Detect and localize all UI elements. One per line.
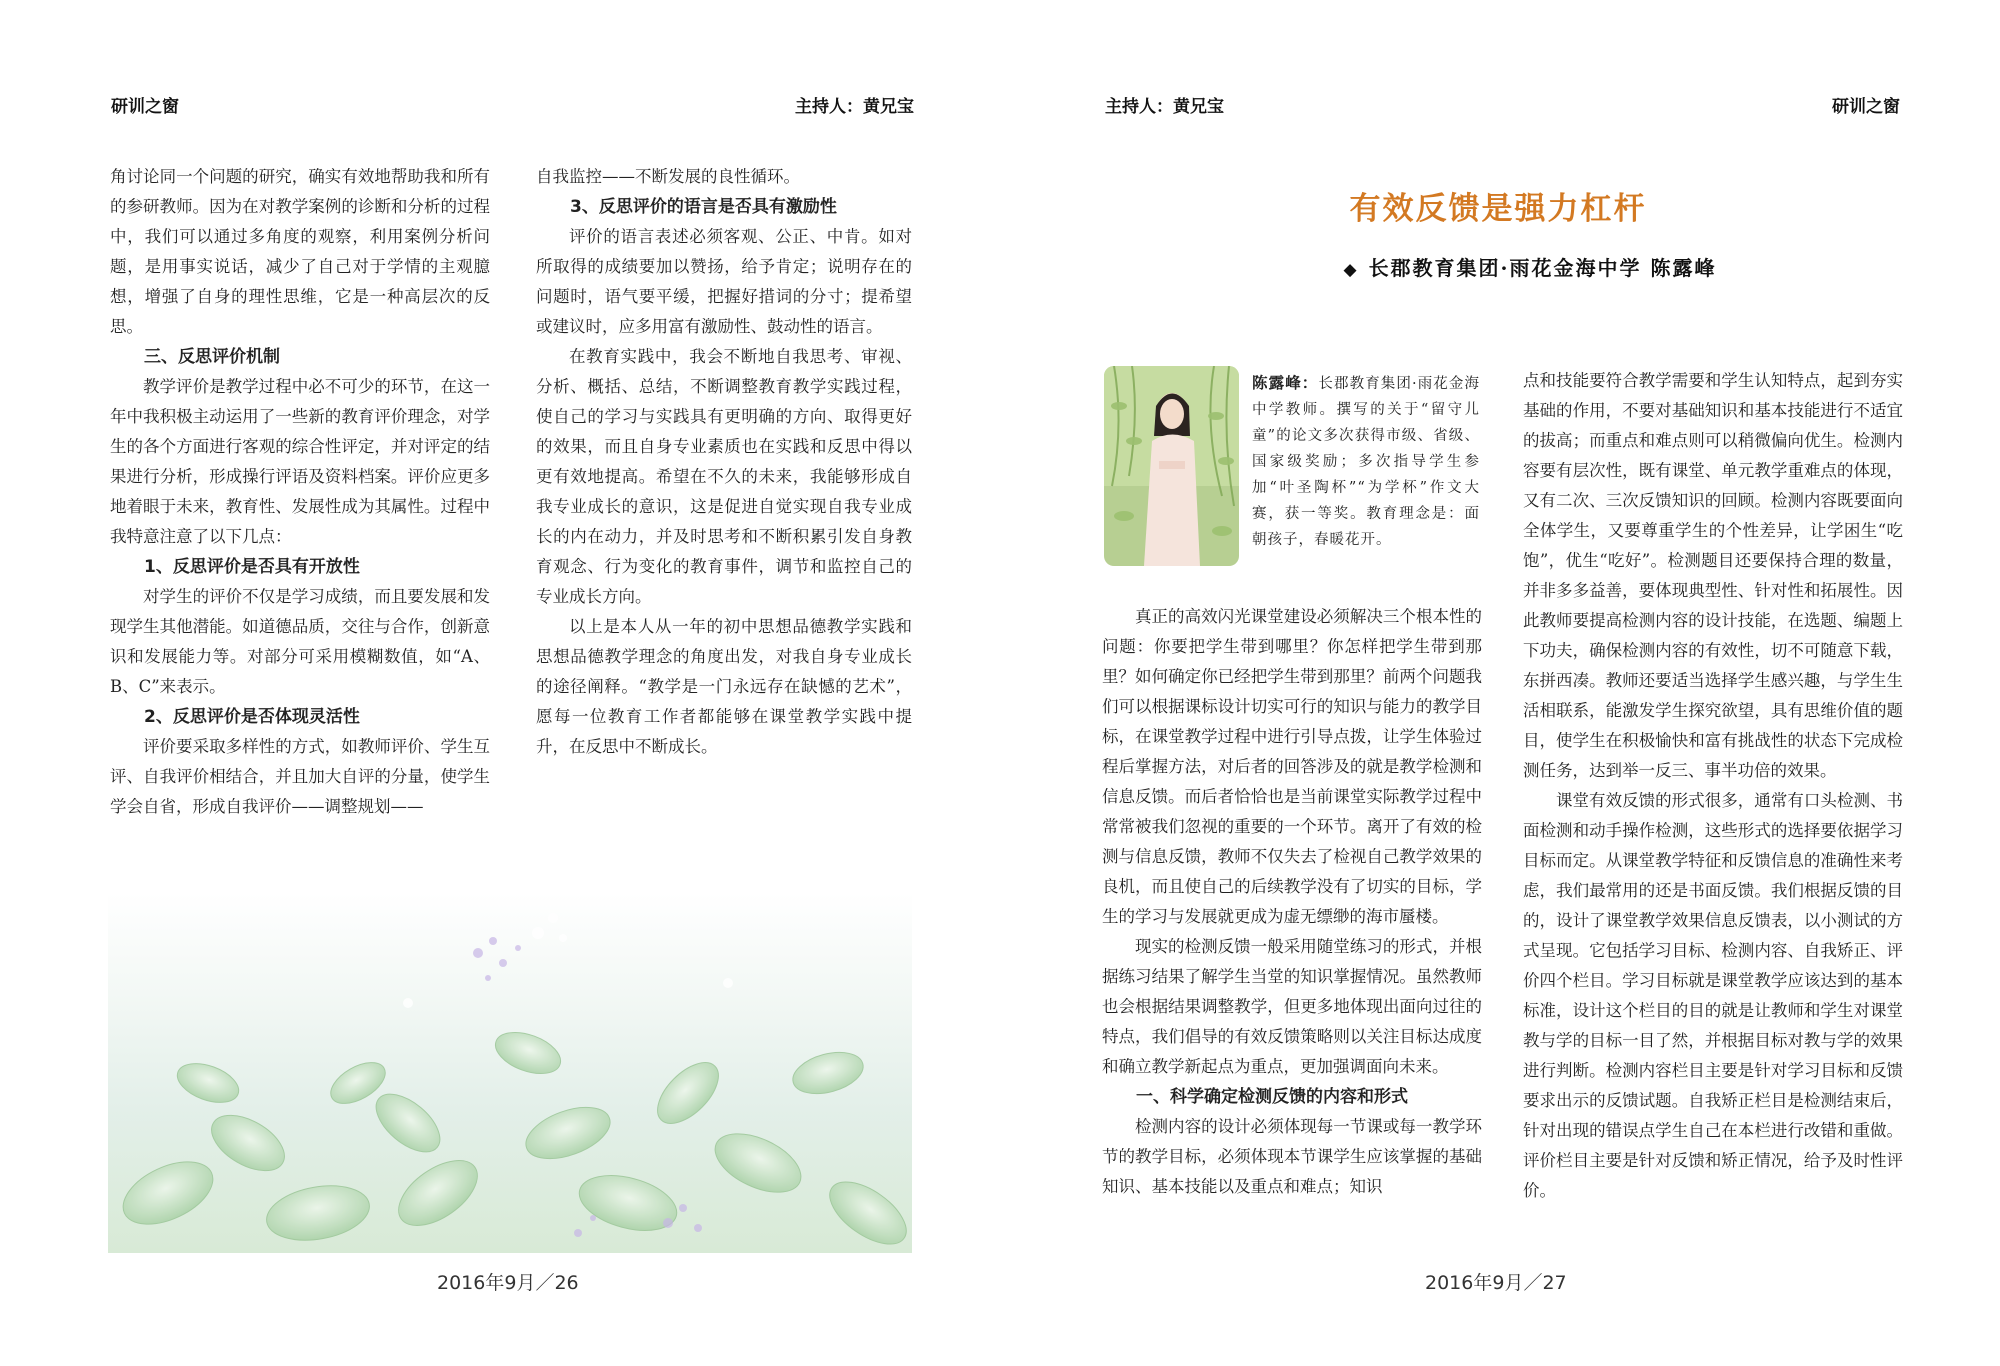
host-label: 主持人：黄兄宝 [1105, 97, 1224, 117]
bio-text: 长郡教育集团·雨花金海中学教师。撰写的关于“留守儿童”的论文多次获得市级、省级、国家级奖励；多次指导学生参加“叶圣陶杯”“为学杯”作文大赛，获一等奖。教育理念是：面朝孩子，春暖花开。 [1252, 376, 1480, 548]
paragraph: 教学评价是教学过程中必不可少的环节，在这一年中我积极主动运用了一些新的教育评价理念，对学生的各个方面进行客观的综合性评定，并对评定的结果进行分析，形成操行评语及资料档案。评价应更多地着眼于未来，教育性、发展性成为其属性。过程中我特意注意了以下几点： [110, 377, 490, 546]
diamond-icon: ◆ [1343, 260, 1359, 280]
byline-text: 长郡教育集团·雨花金海中学 陈露峰 [1368, 256, 1717, 280]
left-column-1 [110, 162, 490, 822]
paragraph: 点和技能要符合教学需要和学生认知特点，起到夯实基础的作用，不要对基础知识和基本技能进行不适宜的拔高；而重点和难点则可以稍微偏向优生。检测内容要有层次性，既有课堂、单元教学重难点的体现，又有二次、三次反馈知识的回顾。检测内容既要面向全体学生，又要尊重学生的个性差异，让学困生“吃饱”，优生“吃好”。检测题目还要保持合理的数量，并非多多益善，要体现典型性、针对性和拓展性。因此教师要提高检测内容的设计技能，在选题、编题上下功夫，确保检测内容的有效性，切不可随意下载，东拼西凑。教师还要适当选择学生感兴趣，与学生生活相联系，能激发学生探究欲望，具有思维价值的题目，使学生在积极愉快和富有挑战性的状态下完成检测任务，达到举一反三、事半功倍的效果。 [1523, 371, 1903, 780]
paragraph: 评价要采取多样性的方式，如教师评价、学生互评、自我评价相结合，并且加大自评的分量，使学生学会自省，形成自我评价——调整规划—— [110, 737, 490, 816]
author-byline [1150, 252, 1910, 281]
paragraph: 角讨论同一个问题的研究，确实有效地帮助我和所有的参研教师。因为在对教学案例的诊断和分析的过程中，我们可以通过多角度的观察，利用案例分析问题，是用事实说话，减少了自己对于学情的主观臆想，增强了自身的理性思维，它是一种高层次的反思。 [110, 167, 490, 336]
subheading: 2、反思评价是否体现灵活性 [144, 707, 360, 727]
subheading: 3、反思评价的语言是否具有激励性 [570, 197, 837, 217]
paragraph: 现实的检测反馈一般采用随堂练习的形式，并根据练习结果了解学生当堂的知识掌握情况。虽然教师也会根据结果调整教学，但更多地体现出面向过往的特点，我们倡导的有效反馈策略则以关注目标达成度和确立教学新起点为重点，更加强调面向未来。 [1102, 937, 1482, 1076]
section-label: 研训之窗 [111, 97, 179, 117]
portrait-illustration [1104, 366, 1239, 566]
paragraph: 评价的语言表述必须客观、公正、中肯。如对所取得的成绩要加以赞扬，给予肯定；说明存在的问题时，语气要平缓，把握好措词的分寸；提希望或建议时，应多用富有激励性、鼓动性的语言。 [536, 227, 912, 336]
paragraph: 以上是本人从一年的初中思想品德教学实践和思想品德教学理念的角度出发，对我自身专业成长的途径阐释。“教学是一门永远存在缺憾的艺术”，愿每一位教育工作者都能够在课堂教学实践中提升，在反思中不断成长。 [536, 617, 912, 756]
right-page [1000, 0, 2000, 1366]
author-bio [1252, 370, 1480, 553]
left-column-2 [536, 162, 912, 762]
decorative-leaf-image [108, 893, 912, 1253]
paragraph: 在教育实践中，我会不断地自我思考、审视、分析、概括、总结，不断调整教育教学实践过程，使自己的学习与实践具有更明确的方向、取得更好的效果，而且自身专业素质也在实践和反思中得以更有效地提高。希望在不久的未来，我能够形成自我专业成长的意识，这是促进自觉实现自我专业成长的内在动力，并及时思考和不断积累引发自身教育观念、行为变化的教育事件，调节和监控自己的专业成长方向。 [536, 347, 912, 606]
paragraph: 自我监控——不断发展的良性循环。 [536, 167, 800, 186]
page-number: 2016年9月／26 [437, 1272, 579, 1294]
leaf-illustration [108, 893, 912, 1253]
right-column-1 [1102, 602, 1482, 1202]
author-name: 陈露峰： [1252, 374, 1319, 392]
page-number: 2016年9月／27 [1425, 1272, 1567, 1294]
subheading: 1、反思评价是否具有开放性 [144, 557, 360, 577]
section-label: 研训之窗 [1832, 97, 1900, 117]
right-column-2 [1523, 366, 1903, 1206]
paragraph: 对学生的评价不仅是学习成绩，而且要发展和发现学生其他潜能。如道德品质，交往与合作，创新意识和发展能力等。对部分可采用模糊数值，如“A、B、C”来表示。 [110, 587, 490, 696]
paragraph: 课堂有效反馈的形式很多，通常有口头检测、书面检测和动手操作检测，这些形式的选择要依据学习目标而定。从课堂教学特征和反馈信息的准确性来考虑，我们最常用的还是书面反馈。我们根据反馈的目的，设计了课堂教学效果信息反馈表，以小测试的方式呈现。它包括学习目标、检测内容、自我矫正、评价四个栏目。学习目标就是课堂教学应该达到的基本标准，设计这个栏目的目的就是让教师和学生对课堂教与学的目标一目了然，并根据目标对教与学的效果进行判断。检测内容栏目主要是针对学习目标和反馈要求出示的反馈试题。自我矫正栏目是检测结束后，针对出现的错误点学生自己在本栏进行改错和重做。评价栏目主要是针对反馈和矫正情况，给予及时性评价。 [1523, 791, 1903, 1200]
section-heading: 一、科学确定检测反馈的内容和形式 [1136, 1087, 1408, 1107]
article-title: 有效反馈是强力杠杆 [1349, 191, 1647, 227]
paragraph: 检测内容的设计必须体现每一节课或每一教学环节的教学目标，必须体现本节课学生应该掌握的基础知识、基本技能以及重点和难点；知识 [1102, 1117, 1482, 1196]
section-heading: 三、反思评价机制 [144, 347, 280, 367]
host-label: 主持人：黄兄宝 [795, 97, 914, 117]
author-photo [1104, 366, 1239, 566]
paragraph: 真正的高效闪光课堂建设必须解决三个根本性的问题：你要把学生带到哪里？你怎样把学生带到那里？如何确定你已经把学生带到那里？前两个问题我们可以根据课标设计切实可行的知识与能力的教学目标，在课堂教学过程中进行引导点拨，让学生体验过程后掌握方法，对后者的回答涉及的就是教学检测和信息反馈。而后者恰恰也是当前课堂实际教学过程中常常被我们忽视的重要的一个环节。离开了有效的检测与信息反馈，教师不仅失去了检视自己教学效果的良机，而且使自己的后续教学没有了切实的目标，学生的学习与发展就更成为虚无缥缈的海市蜃楼。 [1102, 607, 1482, 926]
